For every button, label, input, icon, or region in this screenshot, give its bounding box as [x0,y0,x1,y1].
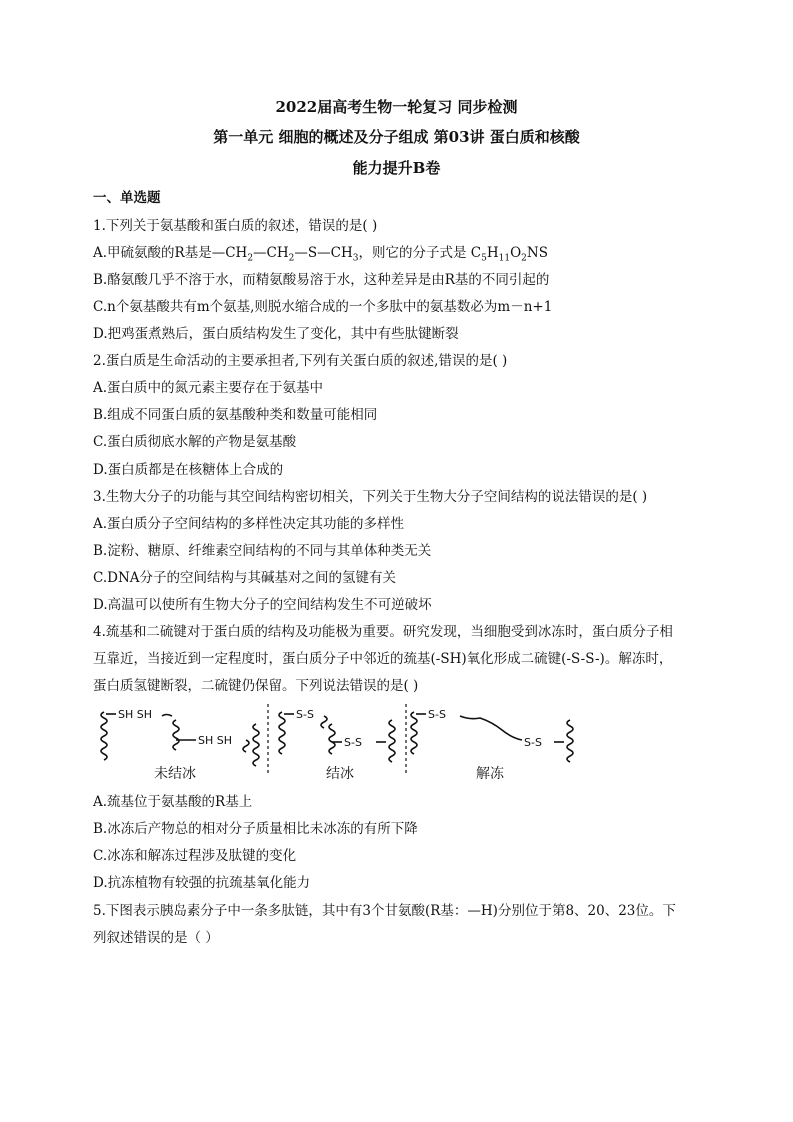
q4-stem-line1: 4.巯基和二硫键对于蛋白质的结构及功能极为重要。研究发现，当细胞受到冰冻时，蛋白质分子相 [93,624,673,640]
peptide-chain [101,712,107,760]
q4-stem-line2: 互靠近，当接近到一定程度时，蛋白质分子中邻近的巯基(-SH)氧化形成二硫键(-S-S-)。解冻时， [93,651,673,667]
peptide-chain [243,740,249,752]
peptide-chain [329,724,335,754]
section-heading: 一、单选题 [93,190,161,206]
thawed-label: 解冻 [476,766,504,782]
q5-stem-line2: 列叙述错误的是（ ） [93,930,219,946]
peptide-chain [279,712,285,754]
q4-stem-line3: 蛋白质氢键断裂，二硫键仍保留。下列说法错误的是( ) [93,678,419,694]
q4-option-a: A.巯基位于氨基酸的R基上 [93,794,253,810]
peptide-chain [173,720,179,750]
q3-option-a: A.蛋白质分子空间结构的多样性决定其功能的多样性 [93,516,405,532]
q1-option-c: C.n个氨基酸共有m个氨基,则脱水缩合成的一个多肽中的氨基数必为m－n+1 [93,299,553,315]
disulfide-label: S-S [428,708,446,721]
q2-stem: 2.蛋白质是生命活动的主要承担者,下列有关蛋白质的叙述,错误的是( ) [93,353,508,369]
q1-option-d: D.把鸡蛋煮熟后，蛋白质结构发生了变化，其中有些肽键断裂 [93,326,459,342]
q4-option-c: C.冰冻和解冻过程涉及肽键的变化 [93,848,297,864]
sh-group-label: SH SH [198,734,233,747]
q4-option-b: B.冰冻后产物总的相对分子质量相比未冰冻的有所下降 [93,821,418,837]
protein-freeze-diagram [96,704,576,786]
q2-option-a: A.蛋白质中的氮元素主要存在于氨基中 [93,380,324,396]
frozen-label: 结冰 [326,766,354,782]
disulfide-label: S-S [296,708,314,721]
q3-option-b: B.淀粉、糖原、纤维素空间结构的不同与其单体种类无关 [93,543,432,559]
q1-option-b: B.酪氨酸几乎不溶于水，而精氨酸易溶于水，这种差异是由R基的不同引起的 [93,272,550,288]
peptide-chain [460,716,522,740]
q4-option-d: D.抗冻植物有较强的抗巯基氧化能力 [93,875,311,891]
q3-stem: 3.生物大分子的功能与其空间结构密切相关，下列关于生物大分子空间结构的说法错误的是( ) [93,489,648,505]
q2-option-d: D.蛋白质都是在核糖体上合成的 [93,462,284,478]
unfrozen-label: 未结冰 [154,766,196,782]
q3-option-d: D.高温可以使所有生物大分子的空间结构发生不可逆破坏 [93,597,432,613]
disulfide-label: S-S [344,736,362,749]
peptide-chain [321,716,327,728]
q5-stem-line1: 5.下图表示胰岛素分子中一条多肽链，其中有3个甘氨酸(R基：—H)分别位于第8、20、23位。下 [93,903,676,919]
peptide-chain [567,720,573,762]
doc-title-line1: 2022届高考生物一轮复习 同步检测 [275,98,518,116]
peptide-chain [411,712,417,754]
doc-title-line2: 第一单元 细胞的概述及分子组成 第03讲 蛋白质和核酸 [213,128,580,146]
q1-option-a: A.甲硫氨酸的R基是$—CH_2—CH_2—S—CH_3$，则它的分子式是 $C_5H_{11}O_2NS$ [93,245,548,264]
peptide-chain [253,724,259,766]
q3-option-c: C.DNA分子的空间结构与其碱基对之间的氢键有关 [93,570,397,586]
peptide-chain [389,720,395,762]
q2-option-b: B.组成不同蛋白质的氨基酸种类和数量可能相同 [93,407,378,423]
peptide-chain [162,715,172,717]
q1-stem: 1.下列关于氨基酸和蛋白质的叙述，错误的是( ) [93,218,378,234]
doc-title-line3: 能力提升B卷 [352,159,441,177]
q2-option-c: C.蛋白质彻底水解的产物是氨基酸 [93,434,297,450]
sh-group-label: SH SH [118,708,153,721]
disulfide-label: S-S [524,736,542,749]
